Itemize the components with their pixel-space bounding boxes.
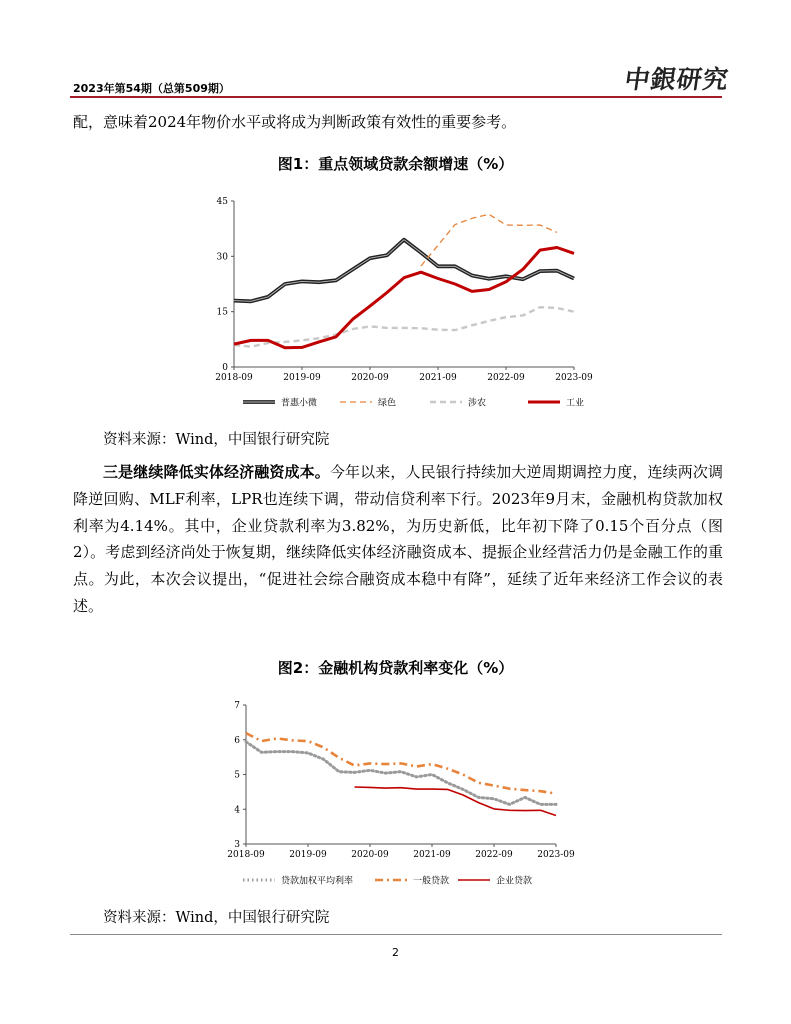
series-line bbox=[234, 307, 574, 347]
y-tick-label: 0 bbox=[222, 363, 228, 373]
y-tick-label: 30 bbox=[216, 252, 228, 263]
series-line bbox=[421, 214, 557, 266]
figure-2-source: 资料来源：Wind，中国银行研究院 bbox=[103, 910, 330, 926]
header-rule bbox=[70, 96, 722, 98]
x-tick-label: 2023-09 bbox=[537, 850, 575, 860]
legend-label: 绿色 bbox=[378, 398, 397, 409]
x-tick-label: 2018-09 bbox=[227, 850, 265, 860]
figure-2-chart bbox=[0, 695, 791, 895]
footer-rule bbox=[70, 934, 722, 935]
x-tick-label: 2020-09 bbox=[351, 373, 389, 383]
paragraph-2-lead: 三是继续降低实体经济融资成本。 bbox=[103, 463, 330, 481]
legend-label: 涉农 bbox=[468, 398, 487, 409]
x-tick-label: 2019-09 bbox=[283, 373, 321, 383]
paragraph-1: 配，意味着2024年物价水平或将成为判断政策有效性的重要参考。 bbox=[73, 113, 517, 131]
x-tick-label: 2022-09 bbox=[487, 373, 525, 383]
y-tick-label: 5 bbox=[234, 770, 240, 781]
paragraph-2 bbox=[73, 459, 723, 620]
x-tick-label: 2018-09 bbox=[215, 373, 253, 383]
figure-2-title: 图2：金融机构贷款利率变化（%） bbox=[277, 659, 514, 677]
issue-number: 2023年第54期（总第509期） bbox=[73, 82, 230, 95]
x-tick-label: 2020-09 bbox=[351, 850, 389, 860]
x-tick-label: 2021-09 bbox=[413, 850, 451, 860]
brand-logo: 中銀研究 bbox=[622, 65, 731, 94]
series-line bbox=[246, 742, 556, 805]
series-line bbox=[234, 248, 574, 348]
chart-legend bbox=[243, 397, 584, 409]
y-tick-label: 7 bbox=[234, 701, 240, 711]
x-tick-label: 2022-09 bbox=[475, 850, 513, 860]
y-tick-label: 45 bbox=[216, 197, 228, 207]
chart-legend bbox=[243, 875, 532, 887]
x-tick-label: 2023-09 bbox=[555, 373, 593, 383]
legend-label: 贷款加权平均利率 bbox=[281, 876, 354, 887]
paragraph-2-body: 今年以来，人民银行持续加大逆周期调控力度，连续两次调降逆回购、MLF利率，LPR也连续下调，带动信贷利率下行。2023年9月末，金融机构贷款加权利率为4.14%。其中，企业贷款利率为3.82%，为历史新低，比年初下降了0.15个百分点（图2）。考虑到经济尚处于恢复期，继续降低实体经济融资成本、提振企业经营活力仍是金融工作的重点。为此，本次会议提出，“促进社会综合融资成本稳中有降”，延续了近年来经济工作会议的表述。 bbox=[73, 463, 723, 615]
series-line bbox=[246, 733, 556, 794]
legend-label: 普惠小微 bbox=[281, 398, 318, 409]
x-tick-label: 2019-09 bbox=[289, 850, 327, 860]
legend-label: 企业贷款 bbox=[496, 876, 533, 887]
y-tick-label: 3 bbox=[234, 840, 240, 850]
legend-label: 一般贷款 bbox=[413, 876, 450, 887]
page-number: 2 bbox=[392, 946, 399, 959]
legend-label: 工业 bbox=[566, 398, 585, 409]
y-tick-label: 15 bbox=[216, 307, 228, 318]
y-tick-label: 6 bbox=[234, 735, 240, 746]
figure-1-chart bbox=[0, 190, 791, 430]
y-tick-label: 4 bbox=[234, 805, 240, 816]
figure-1-source: 资料来源：Wind，中国银行研究院 bbox=[103, 432, 330, 448]
x-tick-label: 2021-09 bbox=[419, 373, 457, 383]
figure-1-title: 图1：重点领域贷款余额增速（%） bbox=[277, 155, 514, 173]
